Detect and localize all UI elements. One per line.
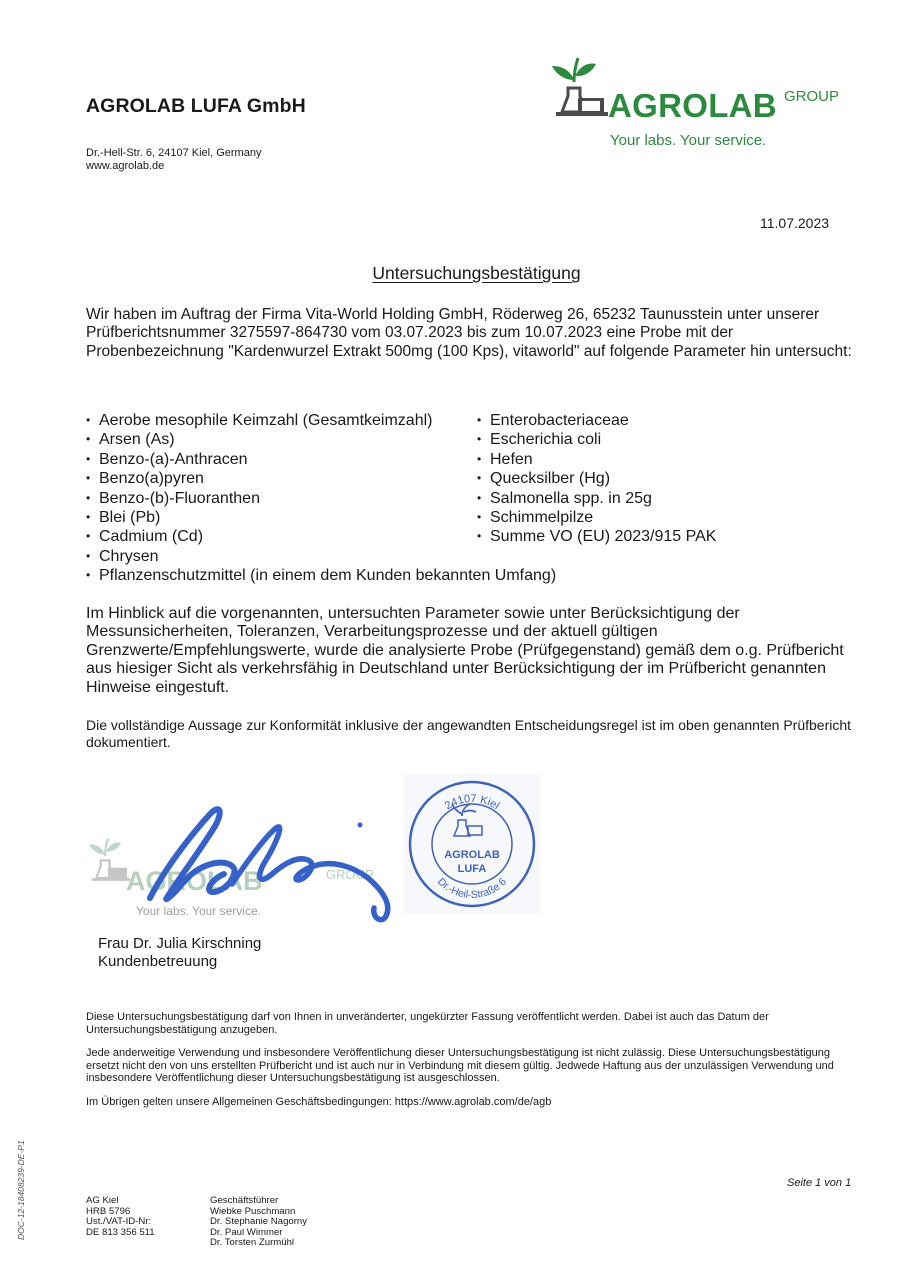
list-item: • Summe VO (EU) 2023/915 PAK <box>477 527 716 546</box>
footer-registration <box>86 1196 155 1238</box>
logo-tagline: Your labs. Your service. <box>610 132 767 149</box>
company-address <box>86 147 261 172</box>
faded-logo-wordmark: AGROLAB <box>126 866 263 896</box>
list-item: • Escherichia coli <box>477 430 716 449</box>
signer-role: Kundenbetreuung <box>98 952 218 970</box>
list-item: • Arsen (As) <box>86 430 556 449</box>
footer-line: Ust./VAT-ID-Nr: <box>86 1216 152 1227</box>
list-item: • Benzo-(a)-Anthracen <box>86 450 556 469</box>
conformity-paragraph: Die vollständige Aussage zur Konformität inklusive der angewandten Entscheidungsregel ist im oben genannten Prüfbericht dokumentiert. <box>86 717 852 750</box>
list-item: • Pflanzenschutzmittel (in einem dem Kunden bekannten Umfang) <box>86 566 556 585</box>
footer-line: Dr. Paul Wimmer <box>210 1226 283 1238</box>
svg-text:24107 Kiel <box>443 793 502 812</box>
intro-paragraph: Wir haben im Auftrag der Firma Vita-World Holding GmbH, Röderweg 26, 65232 Taunusstein unter unserer Prüfberichtsnummer 3275597-864730 vom 03.07.2023 bis zum 10.07.2023 eine Probe mit der Probenbezeichnung "Kardenwurzel Extrakt 500mg (100 Kps), vitaworld" auf folgende Parameter hin untersucht: <box>86 306 852 360</box>
logo-wordmark: AGROLAB <box>608 87 777 124</box>
footer-line: HRB 5796 <box>86 1205 131 1217</box>
footer-line: Dr. Torsten Zurmühl <box>210 1237 295 1248</box>
legal-paragraph: Diese Untersuchungsbestätigung darf von Ihnen in unveränderter, ungekürzter Fassung veröffentlicht werden. Dabei ist auch das Datum der Untersuchungsbestätigung anzugeben. <box>86 1011 769 1036</box>
faded-logo-group-label: GROUP <box>326 867 374 882</box>
address-line: Dr.-Hell-Str. 6, 24107 Kiel, Germany <box>86 147 262 159</box>
handwritten-signature <box>86 800 416 930</box>
legal-notice <box>86 1011 856 1120</box>
faded-logo-tagline: Your labs. Your service. <box>136 904 261 918</box>
document-id: DOC-12-18408239-DE-P1 <box>16 1140 26 1240</box>
stamp-name-line2: LUFA <box>457 863 487 875</box>
list-item: • Blei (Pb) <box>86 508 556 527</box>
document-date: 11.07.2023 <box>760 215 830 231</box>
legal-paragraph: Jede anderweitige Verwendung und insbesondere Veröffentlichung dieser Untersuchungsbestätigung ist nicht zulässig. Diese Untersuchungsbestätigung ersetzt nicht den von uns erstellten Prüfbericht und ist auch nur in Verbindung mit diesem gültig. Jedwede Haftung aus der unzulässigen Verwendung und insbesondere Veröffentlichung dieser Untersuchungsbestätigung ist ausgeschlossen. <box>86 1047 834 1085</box>
signature-block <box>86 800 416 930</box>
footer-line: DE 813 356 511 <box>86 1226 155 1238</box>
list-item: • Chrysen <box>86 547 556 566</box>
list-item: • Enterobacteriaceae <box>477 411 716 430</box>
stamp-bottom-text: Dr.-Heil-Straße 6 <box>434 875 510 902</box>
list-item: • Quecksilber (Hg) <box>477 469 716 488</box>
svg-text:Dr.-Heil-Straße 6 <box>435 876 509 901</box>
list-item: • Benzo-(b)-Fluoranthen <box>86 489 556 508</box>
stamp-name-line1: AGROLAB <box>444 849 500 861</box>
list-item: • Schimmelpilze <box>477 508 716 527</box>
agrolab-logo <box>548 50 858 155</box>
legal-paragraph: Im Übrigen gelten unsere Allgemeinen Geschäftsbedingungen: https://www.agrolab.com/de/agb <box>86 1095 552 1108</box>
list-item: • Cadmium (Cd) <box>86 527 556 546</box>
page-number: Seite 1 von 1 <box>787 1177 852 1189</box>
footer-management <box>210 1196 307 1249</box>
footer-line: Wiebke Puschmann <box>210 1205 296 1217</box>
footer-line: Geschäftsführer <box>210 1195 279 1206</box>
lab-plant-icon <box>548 50 608 125</box>
stamp-top-text: 24107 Kiel <box>442 792 502 813</box>
signer-block <box>98 935 261 970</box>
conclusion-paragraph: Im Hinblick auf die vorgenannten, untersuchten Parameter sowie unter Berücksichtigung der Messunsicherheiten, Toleranzen, Verarbeitungsprozesse und der aktuell gültigen Grenzwerte/Empfehlungswerte, wurde die analysierte Probe (Prüfgegenstand) gemäß dem o.g. Prüfbericht aus hiesiger Sicht als verkehrsfähig in Deutschland unter Berücksichtigung der im Prüfbericht genannten Hinweise eingestuft. <box>86 605 844 696</box>
parameter-column-right <box>477 411 716 547</box>
list-item: • Hefen <box>477 450 716 469</box>
document-title: Untersuchungsbestätigung <box>372 263 581 283</box>
list-item: • Salmonella spp. in 25g <box>477 489 716 508</box>
company-name: AGROLAB LUFA GmbH <box>86 95 306 117</box>
list-item: • Benzo(a)pyren <box>86 469 556 488</box>
list-item: • Aerobe mesophile Keimzahl (Gesamtkeimzahl) <box>86 411 556 430</box>
footer-line: AG Kiel <box>86 1195 119 1206</box>
signer-name: Frau Dr. Julia Kirschning <box>98 935 262 952</box>
stamp-seal <box>404 774 540 914</box>
footer-line: Dr. Stephanie Nagorny <box>210 1216 308 1227</box>
company-stamp <box>404 774 540 914</box>
website: www.agrolab.de <box>86 159 165 172</box>
logo-group-label: GROUP <box>784 88 840 105</box>
